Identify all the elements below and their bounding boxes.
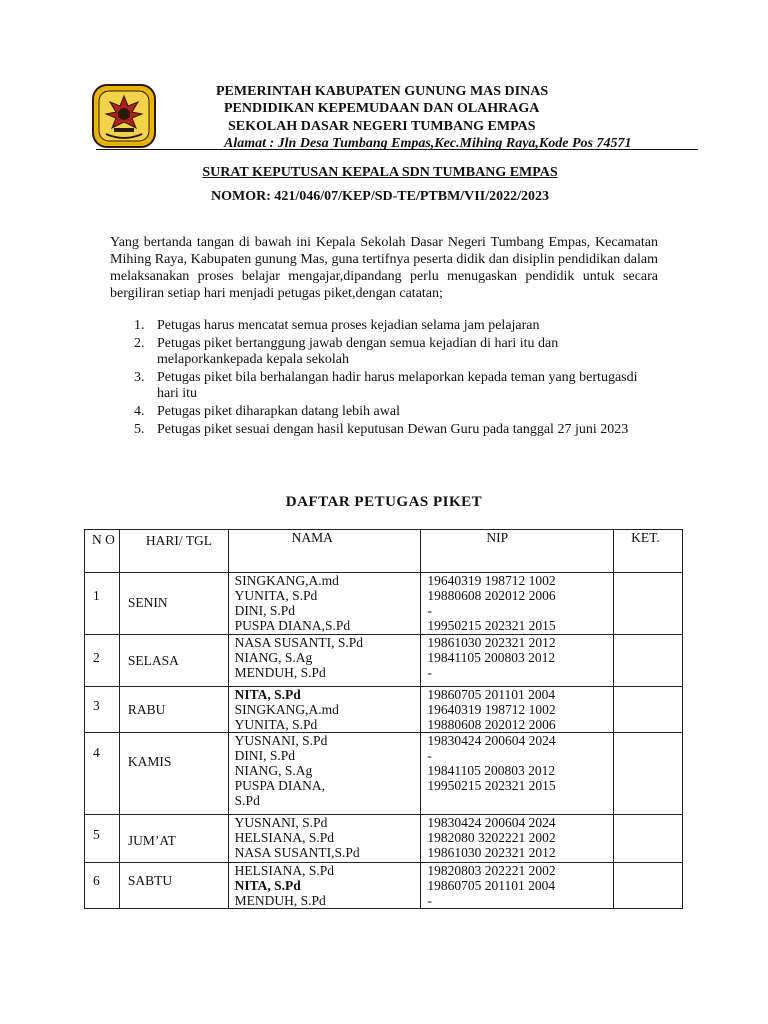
list-item-text: Petugas piket diharapkan datang lebih awal xyxy=(157,404,400,419)
row-nip xyxy=(421,815,614,863)
decree-title: SURAT KEPUTUSAN KEPALA SDN TUMBANG EMPAS xyxy=(202,165,558,180)
list-item-number: 5. xyxy=(134,422,145,437)
table-row xyxy=(85,815,683,863)
row-nip xyxy=(421,573,614,635)
row-names xyxy=(228,635,421,687)
letterhead-line-3: SEKOLAH DASAR NEGERI TUMBANG EMPAS xyxy=(228,119,536,134)
row-names xyxy=(228,687,421,733)
header-nama: NAMA xyxy=(228,530,421,573)
staff-nip: - xyxy=(427,748,432,763)
list-item-number: 1. xyxy=(134,318,145,333)
staff-nip: 19861030 202321 2012 xyxy=(427,635,556,650)
row-number: 4 xyxy=(85,733,120,815)
row-ket xyxy=(614,733,683,815)
staff-nip: 19830424 200604 2024 xyxy=(427,815,556,830)
duty-list-title: DAFTAR PETUGAS PIKET xyxy=(285,494,483,510)
letterhead-line-2: PENDIDIKAN KEPEMUDAAN DAN OLAHRAGA xyxy=(224,101,540,116)
header-no: N O xyxy=(85,530,120,573)
staff-name: DINI, S.Pd xyxy=(234,603,296,618)
table-header-row xyxy=(85,530,683,573)
staff-nip: - xyxy=(427,893,432,908)
row-ket xyxy=(614,863,683,909)
row-nip xyxy=(421,733,614,815)
table-row xyxy=(85,635,683,687)
staff-nip: - xyxy=(427,665,432,680)
table-row xyxy=(85,687,683,733)
table-row xyxy=(85,863,683,909)
staff-name: NIANG, S.Ag xyxy=(234,650,313,665)
row-nip xyxy=(421,635,614,687)
staff-nip: 19830424 200604 2024 xyxy=(427,733,556,748)
staff-nip: 19950215 202321 2015 xyxy=(427,618,556,633)
staff-name: YUSNANI, S.Pd xyxy=(234,733,328,748)
duty-roster-table xyxy=(84,529,683,909)
header-ket: KET. xyxy=(614,530,683,573)
row-names xyxy=(228,815,421,863)
row-ket xyxy=(614,687,683,733)
list-item-text: Petugas piket bila berhalangan hadir harus melaporkan kepada teman yang bertugasdi hari itu xyxy=(157,370,638,401)
staff-name: PUSPA DIANA, xyxy=(234,778,325,793)
row-ket xyxy=(614,815,683,863)
staff-name: NITA, S.Pd xyxy=(234,878,301,893)
row-day: SENIN xyxy=(119,573,228,635)
staff-nip: 19640319 198712 1002 xyxy=(427,573,556,588)
letterhead-divider xyxy=(96,149,698,150)
list-item-number: 3. xyxy=(134,370,145,385)
header-hari-tgl: HARI/ TGL xyxy=(119,530,228,573)
list-item xyxy=(110,318,670,334)
staff-name: SINGKANG,A.md xyxy=(234,702,339,717)
staff-nip: 19860705 201101 2004 xyxy=(427,687,556,702)
row-day: RABU xyxy=(119,687,228,733)
regency-emblem-logo xyxy=(92,84,156,148)
row-names xyxy=(228,573,421,635)
staff-name: HELSIANA, S.Pd xyxy=(234,863,335,878)
staff-nip: - xyxy=(427,603,432,618)
staff-name: YUNITA, S.Pd xyxy=(234,717,318,732)
staff-name: YUNITA, S.Pd xyxy=(234,588,318,603)
row-number: 1 xyxy=(85,573,120,635)
staff-nip: 19820803 202221 2002 xyxy=(427,863,556,878)
staff-nip: 19860705 201101 2004 xyxy=(427,878,556,893)
list-item xyxy=(110,422,670,438)
staff-name: NASA SUSANTI,S.Pd xyxy=(234,845,360,860)
letterhead-address: Alamat : Jln Desa Tumbang Empas,Kec.Mihing Raya,Kode Pos 74571 xyxy=(224,136,632,151)
staff-name: YUSNANI, S.Pd xyxy=(234,815,328,830)
row-nip xyxy=(421,863,614,909)
staff-nip: 1982080 3202221 2002 xyxy=(427,830,556,845)
staff-name: MENDUH, S.Pd xyxy=(234,665,326,680)
staff-name: DINI, S.Pd xyxy=(234,748,296,763)
staff-name: MENDUH, S.Pd xyxy=(234,893,326,908)
staff-nip: 19861030 202321 2012 xyxy=(427,845,556,860)
row-number: 2 xyxy=(85,635,120,687)
row-ket xyxy=(614,635,683,687)
row-number: 6 xyxy=(85,863,120,909)
letterhead-line-1: PEMERINTAH KABUPATEN GUNUNG MAS DINAS xyxy=(216,84,549,99)
header-nip: NIP xyxy=(421,530,614,573)
staff-name: NITA, S.Pd xyxy=(234,687,301,702)
staff-name: HELSIANA, S.Pd xyxy=(234,830,335,845)
row-number: 5 xyxy=(85,815,120,863)
list-item xyxy=(110,404,670,420)
table-row xyxy=(85,573,683,635)
staff-name: SINGKANG,A.md xyxy=(234,573,339,588)
row-names xyxy=(228,863,421,909)
list-item-text: Petugas piket bertanggung jawab dengan semua kejadian di hari itu dan melaporkankepada kepala sekolah xyxy=(157,336,559,367)
staff-nip: 19841105 200803 2012 xyxy=(427,763,556,778)
row-day: SELASA xyxy=(119,635,228,687)
staff-name: NASA SUSANTI, S.Pd xyxy=(234,635,363,650)
row-names xyxy=(228,733,421,815)
staff-nip: 19880608 202012 2006 xyxy=(427,717,556,732)
row-number: 3 xyxy=(85,687,120,733)
decree-number: NOMOR: 421/046/07/KEP/SD-TE/PTBM/VII/2022/2023 xyxy=(211,189,549,204)
list-item xyxy=(110,336,670,368)
row-day: KAMIS xyxy=(119,733,228,815)
list-item-text: Petugas piket sesuai dengan hasil keputusan Dewan Guru pada tanggal 27 juni 2023 xyxy=(157,422,629,437)
staff-name: S.Pd xyxy=(234,793,260,808)
staff-name: NIANG, S.Ag xyxy=(234,763,313,778)
list-item xyxy=(110,370,670,402)
list-item-number: 4. xyxy=(134,404,145,419)
notes-list xyxy=(110,318,670,440)
intro-paragraph: Yang bertanda tangan di bawah ini Kepala Sekolah Dasar Negeri Tumbang Empas, Kecamatan Mihing Raya, Kabupaten gunung Mas, guna tertifnya peserta didik dan disiplin pendidikan dalam melaksanakan proses belajar mengajar,dipandang perlu menugaskan pendidik untuk secara bergiliran setiap hari menjadi petugas piket,dengan catatan; xyxy=(110,235,658,301)
staff-name: PUSPA DIANA,S.Pd xyxy=(234,618,351,633)
row-ket xyxy=(614,573,683,635)
list-item-text: Petugas harus mencatat semua proses kejadian selama jam pelajaran xyxy=(157,318,540,333)
row-day: JUM’AT xyxy=(119,815,228,863)
row-day: SABTU xyxy=(119,863,228,909)
list-item-number: 2. xyxy=(134,336,145,351)
row-nip xyxy=(421,687,614,733)
staff-nip: 19640319 198712 1002 xyxy=(427,702,556,717)
staff-nip: 19880608 202012 2006 xyxy=(427,588,556,603)
table-row xyxy=(85,733,683,815)
staff-nip: 19841105 200803 2012 xyxy=(427,650,556,665)
staff-nip: 19950215 202321 2015 xyxy=(427,778,556,793)
